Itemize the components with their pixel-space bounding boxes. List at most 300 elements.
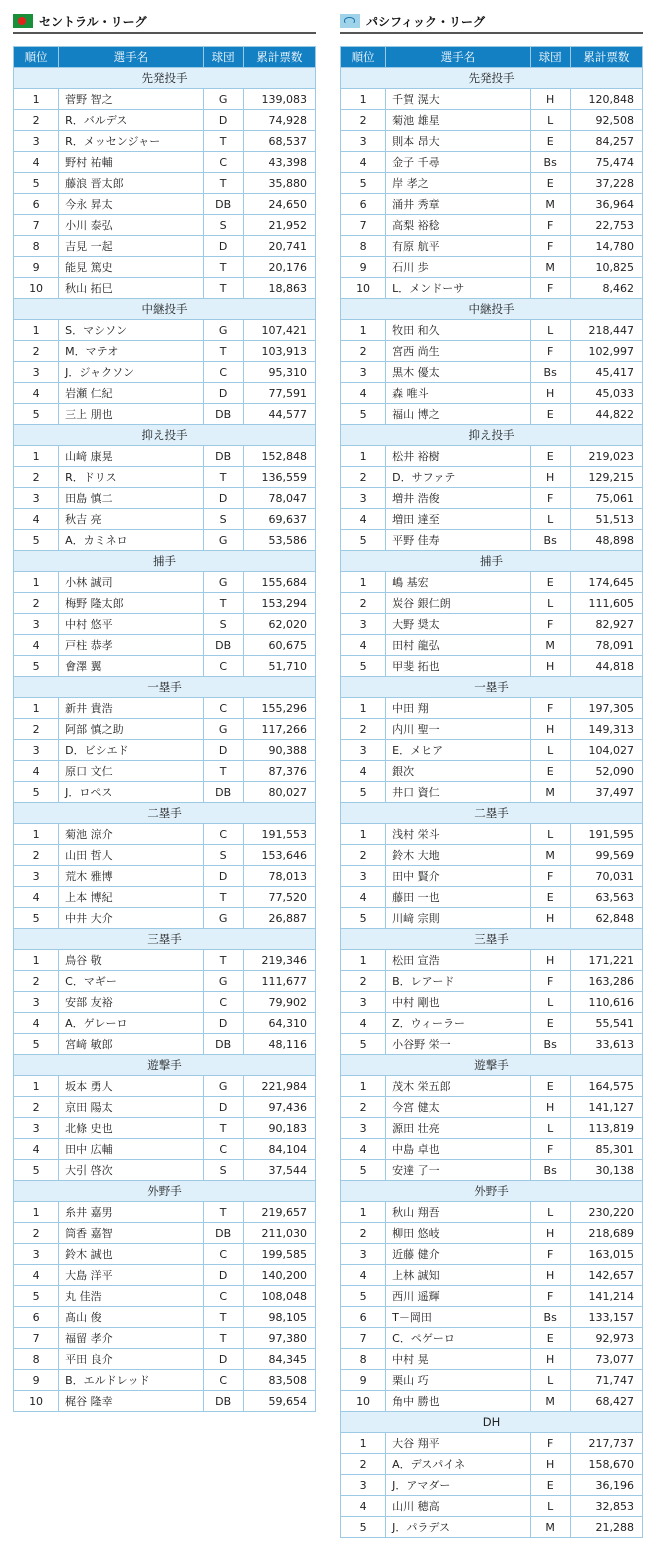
votes-cell: 199,585 <box>243 1244 315 1265</box>
player-name-cell: D．サファテ <box>386 467 530 488</box>
votes-cell: 136,559 <box>243 467 315 488</box>
votes-cell: 68,427 <box>570 1391 642 1412</box>
rank-cell: 5 <box>14 908 59 929</box>
votes-cell: 218,689 <box>570 1223 642 1244</box>
rank-cell: 1 <box>14 320 59 341</box>
section-header-row <box>341 551 643 572</box>
team-cell: D <box>203 383 243 404</box>
player-name-cell: 菊池 雄星 <box>386 110 530 131</box>
section-title: 一塁手 <box>341 677 643 698</box>
rank-cell: 1 <box>14 698 59 719</box>
team-cell: G <box>203 971 243 992</box>
table-row <box>341 173 643 194</box>
player-name-cell: 茂木 栄五郎 <box>386 1076 530 1097</box>
votes-cell: 55,541 <box>570 1013 642 1034</box>
votes-cell: 74,928 <box>243 110 315 131</box>
section-title: 三塁手 <box>341 929 643 950</box>
table-row <box>14 383 316 404</box>
table-row <box>14 1118 316 1139</box>
rank-cell: 5 <box>341 173 386 194</box>
player-name-cell: 坂本 勇人 <box>59 1076 203 1097</box>
player-name-cell: 秋山 翔吾 <box>386 1202 530 1223</box>
team-cell: M <box>530 257 570 278</box>
rank-cell: 3 <box>341 488 386 509</box>
team-cell: M <box>530 1391 570 1412</box>
player-name-cell: 涌井 秀章 <box>386 194 530 215</box>
votes-cell: 97,380 <box>243 1328 315 1349</box>
table-row <box>14 593 316 614</box>
team-cell: L <box>530 593 570 614</box>
player-name-cell: 森 唯斗 <box>386 383 530 404</box>
player-name-cell: A．ゲレーロ <box>59 1013 203 1034</box>
section-header-row <box>14 1181 316 1202</box>
player-name-cell: 梶谷 隆幸 <box>59 1391 203 1412</box>
rank-cell: 1 <box>341 572 386 593</box>
team-cell: E <box>530 404 570 425</box>
section-header-row <box>14 68 316 89</box>
votes-cell: 139,083 <box>243 89 315 110</box>
player-name-cell: 内川 聖一 <box>386 719 530 740</box>
rank-cell: 2 <box>14 971 59 992</box>
votes-cell: 92,508 <box>570 110 642 131</box>
player-name-cell: 山田 哲人 <box>59 845 203 866</box>
team-cell: E <box>530 1076 570 1097</box>
rank-cell: 4 <box>14 1265 59 1286</box>
team-cell: H <box>530 467 570 488</box>
player-name-cell: 高梨 裕稔 <box>386 215 530 236</box>
votes-cell: 44,818 <box>570 656 642 677</box>
table-row <box>341 110 643 131</box>
rank-cell: 2 <box>14 1223 59 1244</box>
rank-cell: 10 <box>14 1391 59 1412</box>
section-title: 二塁手 <box>14 803 316 824</box>
team-cell: L <box>530 1118 570 1139</box>
rank-cell: 3 <box>341 131 386 152</box>
rank-cell: 6 <box>14 194 59 215</box>
rank-cell: 1 <box>341 1076 386 1097</box>
player-name-cell: 中村 悠平 <box>59 614 203 635</box>
team-cell: D <box>203 1097 243 1118</box>
player-name-cell: 宮﨑 敏郎 <box>59 1034 203 1055</box>
votes-cell: 163,286 <box>570 971 642 992</box>
player-name-cell: 石川 歩 <box>386 257 530 278</box>
team-cell: C <box>203 1139 243 1160</box>
team-cell: C <box>203 362 243 383</box>
rank-cell: 4 <box>14 509 59 530</box>
table-row <box>14 1202 316 1223</box>
team-cell: F <box>530 215 570 236</box>
votes-cell: 120,848 <box>570 89 642 110</box>
votes-cell: 78,013 <box>243 866 315 887</box>
player-name-cell: 角中 勝也 <box>386 1391 530 1412</box>
rank-cell: 4 <box>341 635 386 656</box>
rank-cell: 1 <box>341 1202 386 1223</box>
section-title: 捕手 <box>341 551 643 572</box>
player-name-cell: M．マテオ <box>59 341 203 362</box>
table-row <box>14 887 316 908</box>
section-header-row <box>341 1181 643 1202</box>
votes-cell: 64,310 <box>243 1013 315 1034</box>
table-row <box>341 1034 643 1055</box>
votes-cell: 107,421 <box>243 320 315 341</box>
player-name-cell: 柳田 悠岐 <box>386 1223 530 1244</box>
votes-header: 累計票数 <box>243 47 315 68</box>
votes-cell: 211,030 <box>243 1223 315 1244</box>
table-row <box>14 761 316 782</box>
rank-cell: 5 <box>14 1160 59 1181</box>
rank-cell: 1 <box>14 824 59 845</box>
rank-cell: 1 <box>341 698 386 719</box>
team-cell: G <box>203 1076 243 1097</box>
rank-cell: 3 <box>341 614 386 635</box>
player-name-cell: 田中 広輔 <box>59 1139 203 1160</box>
player-name-cell: 菊池 涼介 <box>59 824 203 845</box>
rank-cell: 4 <box>341 383 386 404</box>
table-row <box>341 1223 643 1244</box>
votes-cell: 141,127 <box>570 1097 642 1118</box>
table-row <box>341 446 643 467</box>
table-row <box>14 1328 316 1349</box>
team-cell: S <box>203 215 243 236</box>
table-row <box>341 1349 643 1370</box>
team-cell: G <box>203 530 243 551</box>
table-row <box>14 236 316 257</box>
rank-cell: 2 <box>14 593 59 614</box>
team-cell: L <box>530 320 570 341</box>
votes-cell: 111,677 <box>243 971 315 992</box>
team-cell: DB <box>203 194 243 215</box>
table-row <box>14 1370 316 1391</box>
table-row <box>341 1433 643 1454</box>
team-cell: G <box>203 320 243 341</box>
team-cell: T <box>203 593 243 614</box>
votes-cell: 191,595 <box>570 824 642 845</box>
table-row <box>341 1118 643 1139</box>
pacific-league-column <box>340 10 643 1538</box>
team-cell: H <box>530 719 570 740</box>
team-cell: DB <box>203 446 243 467</box>
table-row <box>341 908 643 929</box>
table-row <box>341 488 643 509</box>
team-cell: F <box>530 971 570 992</box>
votes-cell: 78,047 <box>243 488 315 509</box>
team-cell: L <box>530 1202 570 1223</box>
table-row <box>341 866 643 887</box>
team-cell: F <box>530 1286 570 1307</box>
team-cell: H <box>530 1454 570 1475</box>
table-row <box>14 341 316 362</box>
section-title: 遊撃手 <box>14 1055 316 1076</box>
votes-cell: 21,288 <box>570 1517 642 1538</box>
votes-cell: 45,033 <box>570 383 642 404</box>
table-row <box>341 971 643 992</box>
rank-cell: 2 <box>14 467 59 488</box>
table-row <box>341 1454 643 1475</box>
player-name-cell: 岸 孝之 <box>386 173 530 194</box>
player-name-cell: 阿部 慎之助 <box>59 719 203 740</box>
player-name-cell: 田中 賢介 <box>386 866 530 887</box>
rank-cell: 4 <box>14 761 59 782</box>
team-cell: S <box>203 614 243 635</box>
team-cell: D <box>203 1265 243 1286</box>
votes-cell: 75,061 <box>570 488 642 509</box>
team-cell: L <box>530 1496 570 1517</box>
rank-cell: 7 <box>341 1328 386 1349</box>
rank-cell: 4 <box>14 383 59 404</box>
votes-cell: 53,586 <box>243 530 315 551</box>
votes-cell: 99,569 <box>570 845 642 866</box>
table-row <box>14 656 316 677</box>
table-row <box>14 1076 316 1097</box>
rank-cell: 3 <box>341 1475 386 1496</box>
votes-cell: 191,553 <box>243 824 315 845</box>
team-cell: T <box>203 467 243 488</box>
player-name-cell: J．パラデス <box>386 1517 530 1538</box>
player-name-cell: 増田 達至 <box>386 509 530 530</box>
votes-cell: 90,388 <box>243 740 315 761</box>
rank-cell: 2 <box>341 1223 386 1244</box>
rank-cell: 10 <box>341 278 386 299</box>
team-cell: D <box>203 1349 243 1370</box>
table-row <box>14 362 316 383</box>
table-row <box>14 404 316 425</box>
central-league-logo-icon <box>13 14 33 28</box>
team-cell: F <box>530 278 570 299</box>
votes-cell: 84,257 <box>570 131 642 152</box>
table-row <box>341 131 643 152</box>
votes-cell: 59,654 <box>243 1391 315 1412</box>
rank-cell: 5 <box>14 782 59 803</box>
section-header-row <box>341 929 643 950</box>
rank-cell: 3 <box>14 866 59 887</box>
team-cell: E <box>530 572 570 593</box>
team-cell: T <box>203 131 243 152</box>
rank-cell: 3 <box>341 866 386 887</box>
player-name-cell: 銀次 <box>386 761 530 782</box>
rank-cell: 10 <box>14 278 59 299</box>
votes-cell: 68,537 <box>243 131 315 152</box>
player-name-cell: 中島 卓也 <box>386 1139 530 1160</box>
player-name-cell: 菅野 智之 <box>59 89 203 110</box>
team-cell: H <box>530 1349 570 1370</box>
rank-cell: 8 <box>341 1349 386 1370</box>
player-header: 選手名 <box>59 47 203 68</box>
votes-cell: 98,105 <box>243 1307 315 1328</box>
team-cell: Bs <box>530 362 570 383</box>
player-name-cell: 炭谷 銀仁朗 <box>386 593 530 614</box>
player-name-cell: 松田 宣浩 <box>386 950 530 971</box>
rank-cell: 1 <box>341 89 386 110</box>
rank-cell: 4 <box>341 152 386 173</box>
team-cell: L <box>530 509 570 530</box>
section-header-row <box>14 929 316 950</box>
team-cell: C <box>203 698 243 719</box>
rank-cell: 3 <box>341 992 386 1013</box>
votes-cell: 62,848 <box>570 908 642 929</box>
team-cell: C <box>203 1286 243 1307</box>
table-row <box>341 362 643 383</box>
team-cell: H <box>530 383 570 404</box>
player-name-cell: J．アマダー <box>386 1475 530 1496</box>
votes-cell: 153,646 <box>243 845 315 866</box>
rank-cell: 4 <box>14 1013 59 1034</box>
table-row <box>14 1034 316 1055</box>
votes-cell: 141,214 <box>570 1286 642 1307</box>
section-header-row <box>341 1412 643 1433</box>
votes-cell: 30,138 <box>570 1160 642 1181</box>
player-name-cell: 荒木 雅博 <box>59 866 203 887</box>
team-cell: H <box>530 1097 570 1118</box>
votes-cell: 20,176 <box>243 257 315 278</box>
team-cell: S <box>203 509 243 530</box>
votes-cell: 62,020 <box>243 614 315 635</box>
rank-cell: 3 <box>14 992 59 1013</box>
rank-cell: 3 <box>14 1244 59 1265</box>
rank-cell: 4 <box>14 1139 59 1160</box>
section-header-row <box>341 425 643 446</box>
player-name-cell: 秋吉 亮 <box>59 509 203 530</box>
rank-header: 順位 <box>14 47 59 68</box>
team-cell: H <box>530 950 570 971</box>
rank-cell: 5 <box>341 404 386 425</box>
rank-cell: 6 <box>14 1307 59 1328</box>
player-name-cell: 中井 大介 <box>59 908 203 929</box>
table-row <box>341 530 643 551</box>
player-name-cell: 松井 裕樹 <box>386 446 530 467</box>
team-cell: G <box>203 908 243 929</box>
player-name-cell: 梅野 隆太郎 <box>59 593 203 614</box>
votes-cell: 219,023 <box>570 446 642 467</box>
team-cell: F <box>530 698 570 719</box>
votes-cell: 129,215 <box>570 467 642 488</box>
table-row <box>14 908 316 929</box>
team-cell: M <box>530 194 570 215</box>
player-name-cell: 小谷野 栄一 <box>386 1034 530 1055</box>
rank-cell: 9 <box>341 257 386 278</box>
table-row <box>341 572 643 593</box>
votes-cell: 36,964 <box>570 194 642 215</box>
table-row <box>14 446 316 467</box>
team-cell: DB <box>203 1034 243 1055</box>
rank-cell: 3 <box>341 362 386 383</box>
player-name-cell: 宮西 尚生 <box>386 341 530 362</box>
player-name-cell: 福留 孝介 <box>59 1328 203 1349</box>
rank-cell: 5 <box>14 1034 59 1055</box>
table-header-row <box>341 47 643 68</box>
section-header-row <box>341 803 643 824</box>
team-cell: D <box>203 740 243 761</box>
player-name-cell: C．マギー <box>59 971 203 992</box>
votes-cell: 90,183 <box>243 1118 315 1139</box>
player-name-cell: 近藤 健介 <box>386 1244 530 1265</box>
votes-cell: 33,613 <box>570 1034 642 1055</box>
rank-cell: 3 <box>14 614 59 635</box>
rank-cell: 1 <box>14 1202 59 1223</box>
player-name-cell: 牧田 和久 <box>386 320 530 341</box>
section-title: 抑え投手 <box>14 425 316 446</box>
player-name-cell: 大引 啓次 <box>59 1160 203 1181</box>
player-name-cell: Z．ウィーラー <box>386 1013 530 1034</box>
player-name-cell: 鳥谷 敬 <box>59 950 203 971</box>
team-cell: Bs <box>530 152 570 173</box>
section-header-row <box>341 1055 643 1076</box>
team-cell: L <box>530 740 570 761</box>
votes-cell: 85,301 <box>570 1139 642 1160</box>
team-cell: E <box>530 131 570 152</box>
rank-cell: 8 <box>14 1349 59 1370</box>
votes-cell: 14,780 <box>570 236 642 257</box>
player-name-cell: 有原 航平 <box>386 236 530 257</box>
table-row <box>14 257 316 278</box>
rank-cell: 7 <box>14 1328 59 1349</box>
section-title: 遊撃手 <box>341 1055 643 1076</box>
player-name-cell: 黒木 優太 <box>386 362 530 383</box>
player-name-cell: 増井 浩俊 <box>386 488 530 509</box>
player-name-cell: 上林 誠知 <box>386 1265 530 1286</box>
player-name-cell: S．マシソン <box>59 320 203 341</box>
table-row <box>14 509 316 530</box>
section-title: 外野手 <box>341 1181 643 1202</box>
player-name-cell: 安部 友裕 <box>59 992 203 1013</box>
votes-cell: 51,513 <box>570 509 642 530</box>
section-title: 一塁手 <box>14 677 316 698</box>
section-title: 先発投手 <box>341 68 643 89</box>
team-cell: F <box>530 1139 570 1160</box>
votes-cell: 75,474 <box>570 152 642 173</box>
section-header-row <box>14 551 316 572</box>
rank-cell: 2 <box>14 110 59 131</box>
votes-cell: 92,973 <box>570 1328 642 1349</box>
player-name-cell: 原口 文仁 <box>59 761 203 782</box>
central-league-header <box>13 10 316 34</box>
player-name-cell: 大野 奨太 <box>386 614 530 635</box>
player-name-cell: 栗山 巧 <box>386 1370 530 1391</box>
votes-cell: 230,220 <box>570 1202 642 1223</box>
votes-cell: 63,563 <box>570 887 642 908</box>
votes-cell: 219,657 <box>243 1202 315 1223</box>
rank-cell: 3 <box>14 740 59 761</box>
votes-cell: 69,637 <box>243 509 315 530</box>
player-name-cell: T－岡田 <box>386 1307 530 1328</box>
table-row <box>341 1496 643 1517</box>
team-cell: C <box>203 656 243 677</box>
team-cell: E <box>530 1475 570 1496</box>
rank-cell: 1 <box>14 572 59 593</box>
table-row <box>341 1202 643 1223</box>
player-name-cell: 嶋 基宏 <box>386 572 530 593</box>
votes-cell: 44,822 <box>570 404 642 425</box>
pacific-league-table <box>340 46 643 1538</box>
rank-cell: 9 <box>14 257 59 278</box>
rank-cell: 2 <box>14 1097 59 1118</box>
section-header-row <box>341 677 643 698</box>
table-row <box>341 782 643 803</box>
rank-cell: 8 <box>341 236 386 257</box>
player-name-cell: D．ビシエド <box>59 740 203 761</box>
table-row <box>341 635 643 656</box>
table-row <box>341 1328 643 1349</box>
team-cell: Bs <box>530 1034 570 1055</box>
team-cell: F <box>530 866 570 887</box>
votes-cell: 37,497 <box>570 782 642 803</box>
section-header-row <box>341 68 643 89</box>
table-row <box>14 992 316 1013</box>
votes-cell: 45,417 <box>570 362 642 383</box>
votes-cell: 83,508 <box>243 1370 315 1391</box>
player-name-cell: C．ペゲーロ <box>386 1328 530 1349</box>
player-name-cell: 中村 剛也 <box>386 992 530 1013</box>
table-row <box>14 719 316 740</box>
